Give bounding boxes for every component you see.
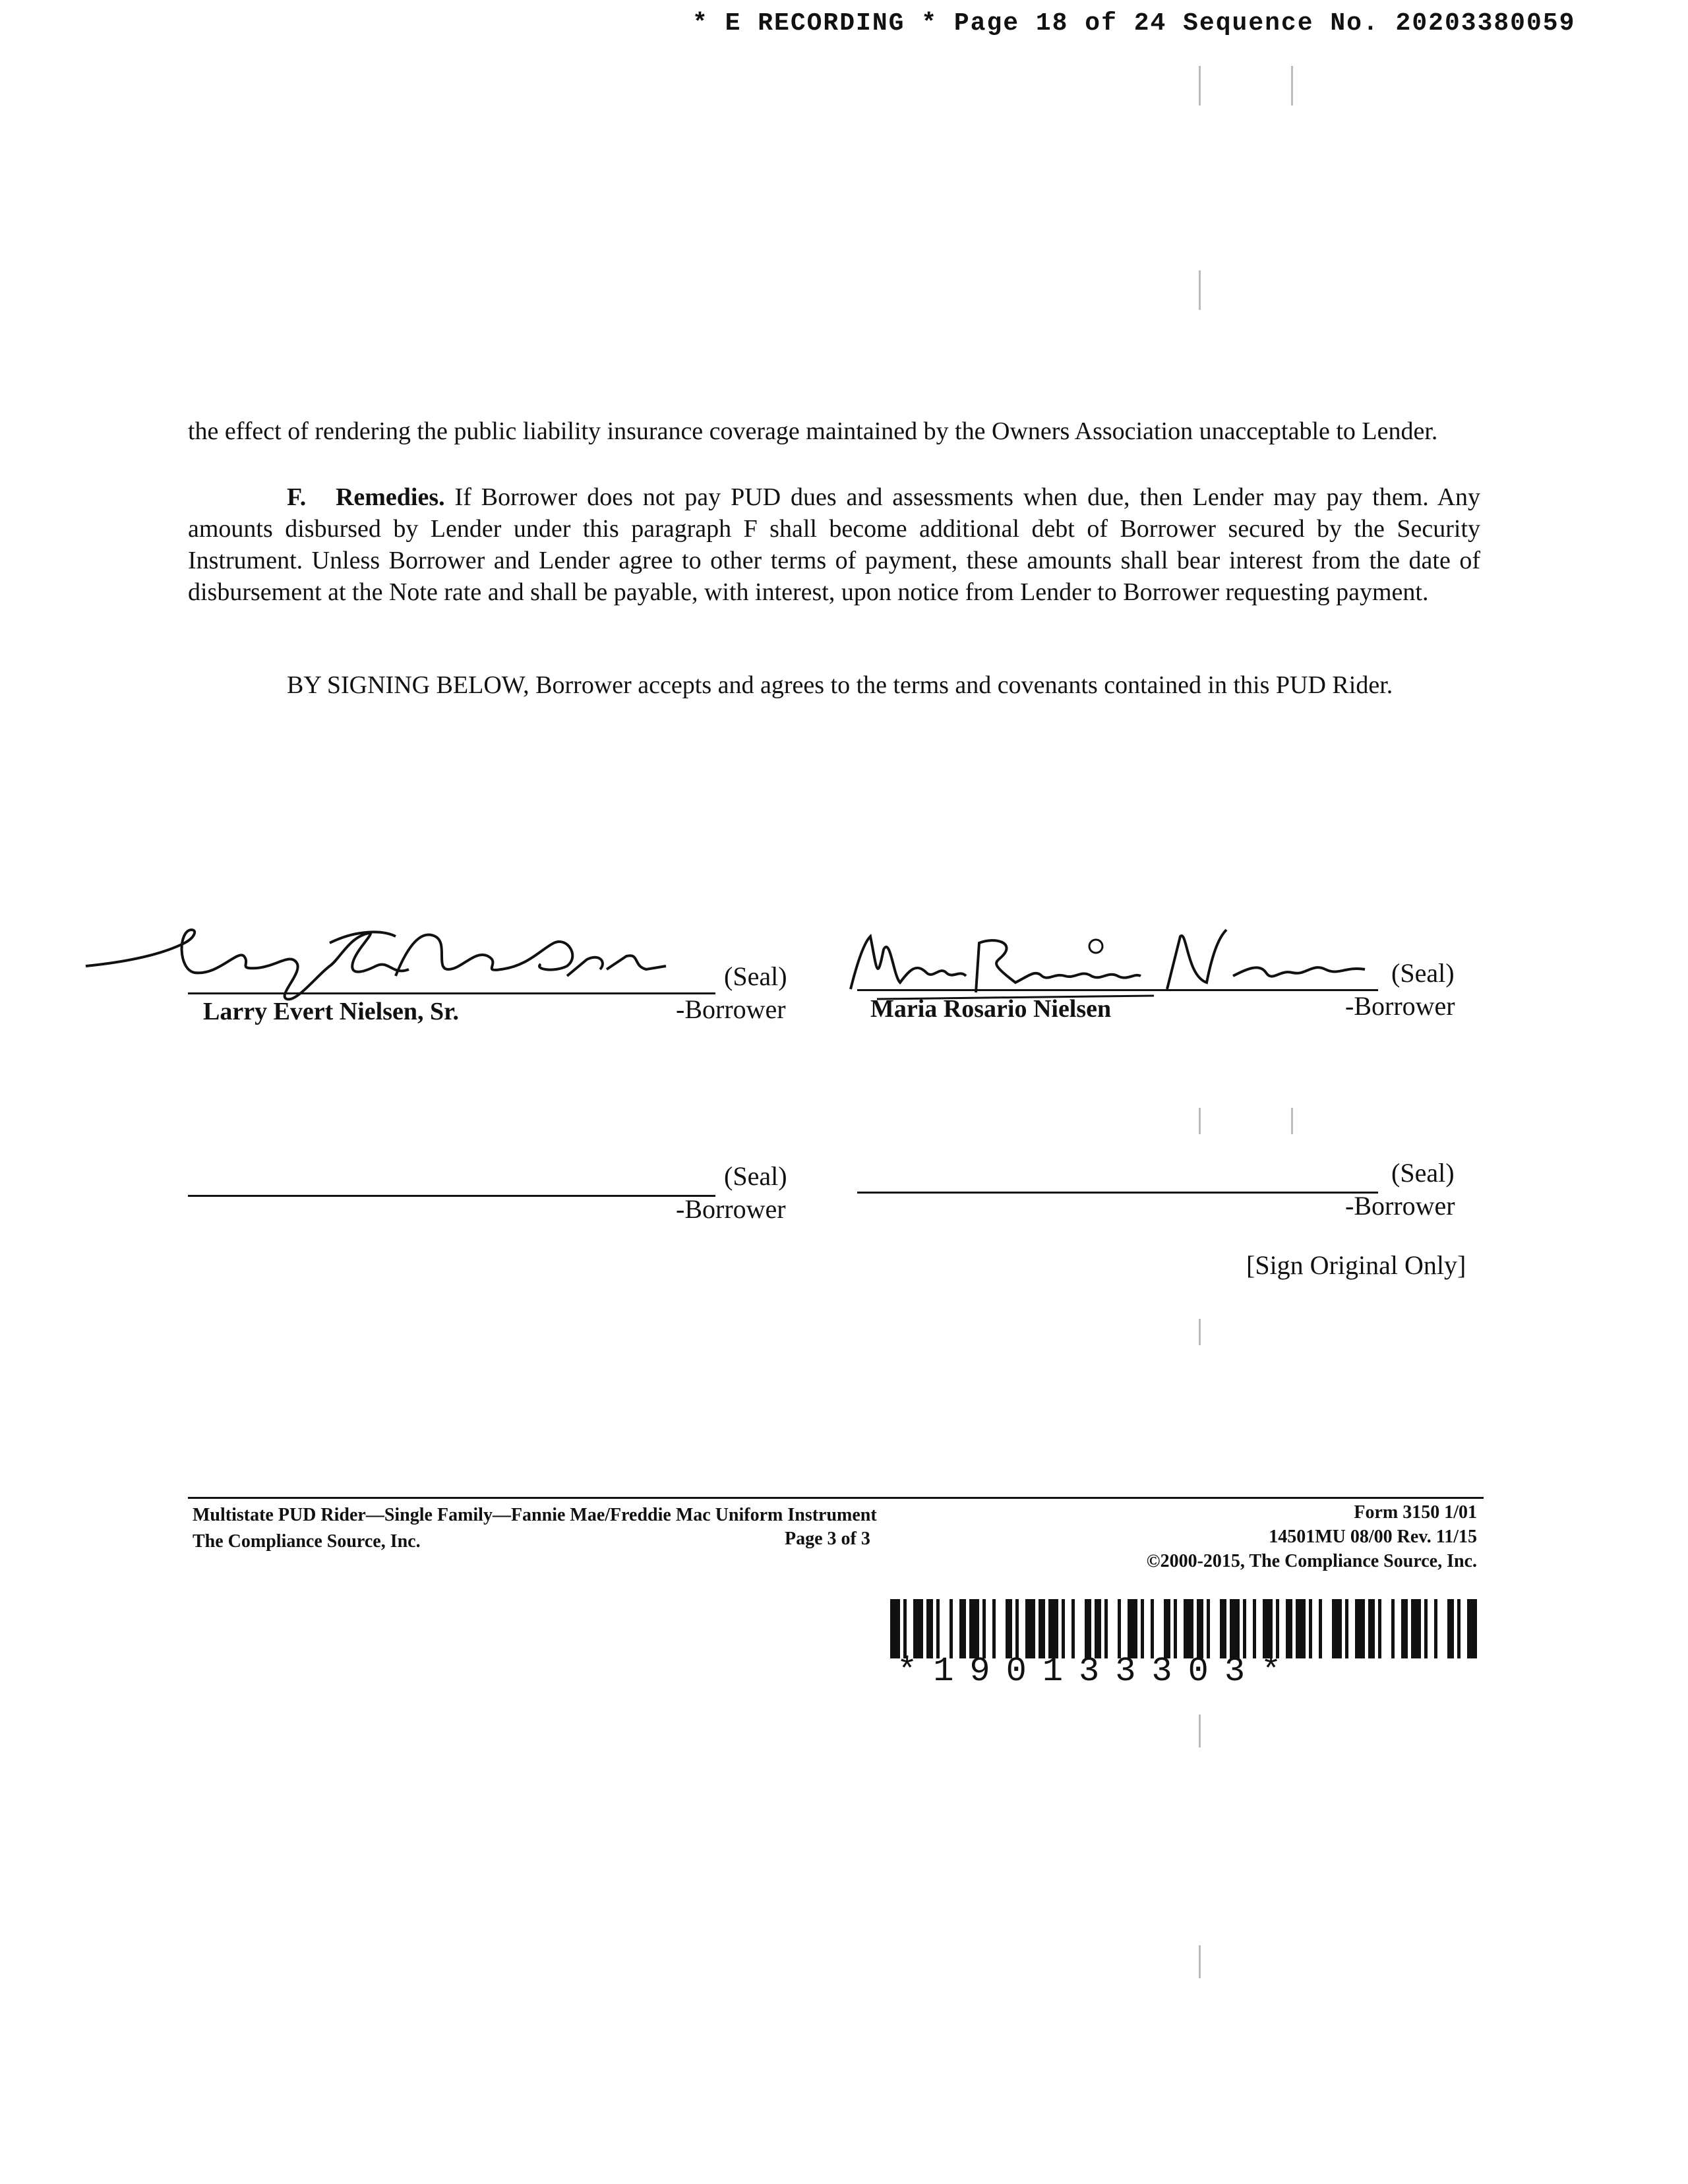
barcode-bar xyxy=(1309,1599,1312,1658)
barcode-bar xyxy=(1286,1599,1292,1658)
barcode-bar xyxy=(1062,1599,1065,1658)
barcode-bar xyxy=(1197,1599,1203,1658)
barcode-bar xyxy=(959,1599,966,1658)
barcode-bar xyxy=(1006,1599,1012,1658)
scan-artifact xyxy=(1199,270,1201,310)
barcode-bar xyxy=(1141,1599,1144,1658)
barcode-bar xyxy=(1263,1599,1273,1658)
footer-company: The Compliance Source, Inc. xyxy=(193,1531,421,1552)
scan-artifact xyxy=(1199,1945,1201,1978)
barcode-bar xyxy=(1085,1599,1091,1658)
borrower-label-1: -Borrower xyxy=(676,994,786,1024)
barcode-bar xyxy=(1276,1599,1279,1658)
barcode-bar xyxy=(1164,1599,1170,1658)
barcode-bar xyxy=(1230,1599,1240,1658)
barcode-bar xyxy=(913,1599,923,1658)
barcode-bar xyxy=(1467,1599,1477,1658)
barcode-text: *190133303* xyxy=(897,1652,1298,1691)
footer-form-number: Form 3150 1/01 xyxy=(1354,1502,1477,1523)
recording-header: * E RECORDING * Page 18 of 24 Sequence No. 20203380059 xyxy=(692,9,1576,38)
borrower-label-3: -Borrower xyxy=(676,1194,786,1224)
barcode-bar xyxy=(1457,1599,1461,1658)
seal-label-1: (Seal) xyxy=(724,961,787,991)
barcode-bar xyxy=(1368,1599,1375,1658)
scan-artifact xyxy=(1199,66,1201,106)
seal-label-4: (Seal) xyxy=(1391,1158,1455,1188)
signature-line-1 xyxy=(188,992,715,994)
barcode-bar xyxy=(1411,1599,1421,1658)
footer-page-number: Page 3 of 3 xyxy=(785,1529,870,1549)
footer-revision: 14501MU 08/00 Rev. 11/15 xyxy=(1269,1527,1477,1547)
barcode-bar xyxy=(1220,1599,1226,1658)
scan-artifact xyxy=(1291,1108,1293,1134)
barcode-bar xyxy=(1095,1599,1101,1658)
paragraph-liability: the effect of rendering the public liability insurance coverage maintained by the Owners Association unacceptable to Lender. xyxy=(188,417,1438,445)
barcode-bar xyxy=(992,1599,996,1658)
scan-artifact xyxy=(1291,66,1293,106)
barcode-bar xyxy=(890,1599,900,1658)
barcode-bar xyxy=(903,1599,907,1658)
barcode-bar xyxy=(1296,1599,1306,1658)
sign-original-note: [Sign Original Only] xyxy=(1246,1250,1466,1280)
borrower-label-2: -Borrower xyxy=(1345,991,1455,1021)
barcode-bar xyxy=(1184,1599,1193,1658)
remedies-text: If Borrower does not pay PUD dues and assessments when due, then Lender may pay them. Any amounts disbursed by Lender under this paragraph F shall become additional debt of Borrower secured by the Security Instrument. Unless Borrower and Lender agree to other terms of payment, these amounts shall bear interest from the date of disbursement at the Note rate and shall be payable, with interest, upon notice from Lender to Borrower requesting payment. xyxy=(188,483,1481,606)
barcode-bar xyxy=(1015,1599,1019,1658)
barcode-bar xyxy=(982,1599,986,1658)
barcode-bar xyxy=(1118,1599,1121,1658)
barcode-bar xyxy=(1355,1599,1365,1658)
barcode-bar xyxy=(1025,1599,1035,1658)
barcode-bar xyxy=(969,1599,979,1658)
barcode-bar xyxy=(1391,1599,1395,1658)
barcode-bar xyxy=(1434,1599,1437,1658)
seal-label-2: (Seal) xyxy=(1391,958,1455,988)
barcode-bar xyxy=(1174,1599,1177,1658)
barcode-bar xyxy=(1104,1599,1108,1658)
barcode-bar xyxy=(1071,1599,1075,1658)
signature-line-4 xyxy=(857,1192,1378,1194)
paragraph-remedies xyxy=(188,481,1480,608)
barcode-bar xyxy=(936,1599,940,1658)
signer-name-2: Maria Rosario Nielsen xyxy=(870,995,1112,1023)
remedies-label: F. xyxy=(287,483,307,511)
footer-copyright: ©2000-2015, The Compliance Source, Inc. xyxy=(1146,1551,1477,1571)
barcode-image xyxy=(890,1599,1480,1658)
barcode-bar xyxy=(1128,1599,1137,1658)
barcode-bar xyxy=(1332,1599,1342,1658)
seal-label-3: (Seal) xyxy=(724,1161,787,1191)
barcode-bar xyxy=(926,1599,933,1658)
scan-artifact xyxy=(1199,1714,1201,1747)
barcode-bar xyxy=(1345,1599,1348,1658)
barcode-bar xyxy=(950,1599,953,1658)
barcode-bar xyxy=(1207,1599,1210,1658)
signature-line-3 xyxy=(188,1195,715,1197)
paragraph-signing: BY SIGNING BELOW, Borrower accepts and agrees to the terms and covenants contained in this PUD Rider. xyxy=(287,671,1393,699)
scan-artifact xyxy=(1199,1319,1201,1345)
barcode-bar xyxy=(1424,1599,1428,1658)
barcode-bar xyxy=(1319,1599,1322,1658)
barcode-bar xyxy=(1401,1599,1408,1658)
scan-artifact xyxy=(1199,1108,1201,1134)
signature-line-2 xyxy=(857,989,1378,991)
barcode-bar xyxy=(1151,1599,1154,1658)
barcode-bar xyxy=(1039,1599,1045,1658)
barcode-bar xyxy=(1243,1599,1246,1658)
barcode-bar xyxy=(1048,1599,1058,1658)
remedies-heading: Remedies. xyxy=(335,483,445,511)
footer-form-title: Multistate PUD Rider—Single Family—Fannie Mae/Freddie Mac Uniform Instrument xyxy=(193,1505,877,1525)
barcode-bar xyxy=(1447,1599,1454,1658)
signer-name-1: Larry Evert Nielsen, Sr. xyxy=(203,998,460,1025)
footer-rule xyxy=(188,1497,1484,1499)
borrower-label-4: -Borrower xyxy=(1345,1191,1455,1221)
barcode-bar xyxy=(1253,1599,1256,1658)
barcode-bar xyxy=(1378,1599,1381,1658)
signature-maria xyxy=(837,910,1378,1002)
